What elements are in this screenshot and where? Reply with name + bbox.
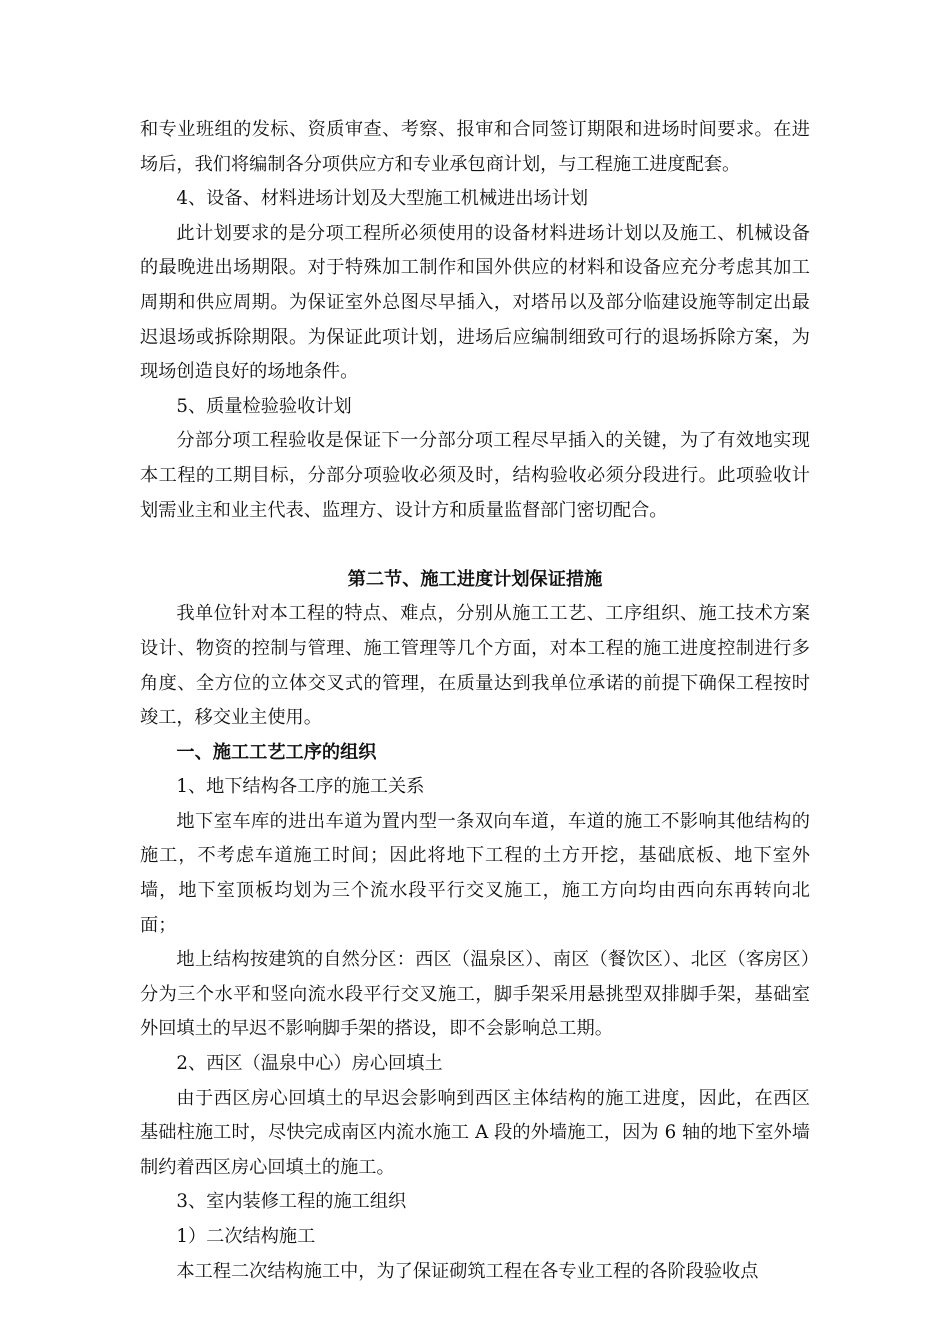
subheading-equipment-plan: 4、设备、材料进场计划及大型施工机械进出场计划 [176,188,589,210]
subheading-interior-decoration: 3、室内装修工程的施工组织 [176,1191,407,1213]
paragraph-underground-structure: 地下室车库的进出车道为置内型一条双向车道，车道的施工不影响其他结构的施工，不考虑车道施工时间；因此将地下工程的土方开挖，基础底板、地下室外墙，地下室顶板均划为三个流水段平行交叉施工，施工方向均由西向东再转向北面； [140,810,810,936]
paragraph-continuation: 和专业班组的发标、资质审查、考察、报审和合同签订期限和进场时间要求。在进场后，我们将编制各分项供应方和专业承包商计划，与工程施工进度配套。 [140,119,810,175]
heading-process-organization: 一、施工工艺工序的组织 [176,741,377,763]
subheading-quality-inspection: 5、质量检验验收计划 [176,395,352,417]
subheading-underground-structure: 1、地下结构各工序的施工关系 [176,776,425,798]
paragraph-quality-inspection: 分部分项工程验收是保证下一分部分项工程尽早插入的关键，为了有效地实现本工程的工期目标，分部分项验收必须及时，结构验收必须分段进行。此项验收计划需业主和业主代表、监理方、设计方和质量监督部门密切配合。 [140,430,810,521]
paragraph-west-backfill: 由于西区房心回填土的早迟会影响到西区主体结构的施工进度，因此，在西区基础柱施工时，尽快完成南区内流水施工 A 段的外墙施工，因为 6 轴的地下室外墙制约着西区房心回填土的施工。 [140,1087,810,1178]
subheading-west-backfill: 2、西区（温泉中心）房心回填土 [176,1053,443,1075]
subheading-secondary-structure: 1）二次结构施工 [176,1226,316,1247]
paragraph-equipment-plan: 此计划要求的是分项工程所必须使用的设备材料进场计划以及施工、机械设备的最晚进出场期限。对于特殊加工制作和国外供应的材料和设备应充分考虑其加工周期和供应周期。为保证室外总图尽早插入，对塔吊以及部分临建设施等制定出最迟退场或拆除期限。为保证此项计划，进场后应编制细致可行的退场拆除方案，为现场创造良好的场地条件。 [140,222,810,383]
paragraph-section-intro: 我单位针对本工程的特点、难点，分别从施工工艺、工序组织、施工技术方案设计、物资的控制与管理、施工管理等几个方面，对本工程的施工进度控制进行多角度、全方位的立体交叉式的管理，在质量达到我单位承诺的前提下确保工程按时竣工，移交业主使用。 [140,603,810,729]
paragraph-secondary-structure: 本工程二次结构施工中，为了保证砌筑工程在各专业工程的各阶段验收点 [176,1260,759,1282]
document-body [140,113,810,1289]
section-heading: 第二节、施工进度计划保证措施 [347,568,603,590]
paragraph-above-ground-structure: 地上结构按建筑的自然分区：西区（温泉区）、南区（餐饮区）、北区（客房区）分为三个水平和竖向流水段平行交叉施工，脚手架采用悬挑型双排脚手架，基础室外回填土的早迟不影响脚手架的搭设，即不会影响总工期。 [140,949,810,1040]
